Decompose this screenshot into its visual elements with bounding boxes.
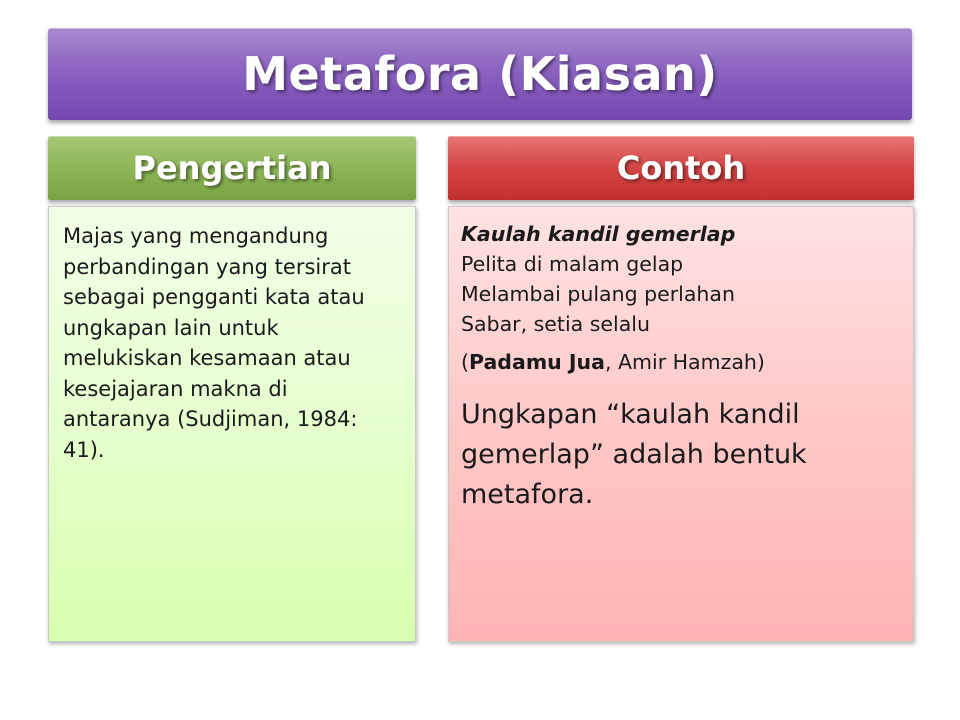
slide-title: Metafora (Kiasan) xyxy=(242,47,718,101)
definition-box xyxy=(48,206,416,642)
explanation-text: Ungkapan “kaulah kandil gemerlap” adalah bentuk metafora. xyxy=(461,399,807,510)
source-open: ( xyxy=(461,350,469,374)
poem-source xyxy=(461,347,899,377)
example-box xyxy=(448,206,914,642)
example-header-label: Contoh xyxy=(616,149,746,187)
poem-line-1: Kaulah kandil gemerlap xyxy=(461,222,736,246)
definition-text: Majas yang mengandung perbandingan yang tersirat sebagai pengganti kata atau ungkapan lain untuk melukiskan kesamaan atau kesejajaran makna di antaranya (Sudjiman, 1984: 41). xyxy=(63,224,365,462)
definition-header xyxy=(48,136,416,200)
poem-line-3: Melambai pulang perlahan xyxy=(461,282,735,306)
definition-header-label: Pengertian xyxy=(132,149,332,187)
source-title: Padamu Jua xyxy=(469,350,605,374)
poem-line-4: Sabar, setia selalu xyxy=(461,312,650,336)
title-bar xyxy=(48,28,912,120)
poem-line-2: Pelita di malam gelap xyxy=(461,252,684,276)
example-header xyxy=(448,136,914,200)
source-author: , Amir Hamzah) xyxy=(604,350,765,374)
